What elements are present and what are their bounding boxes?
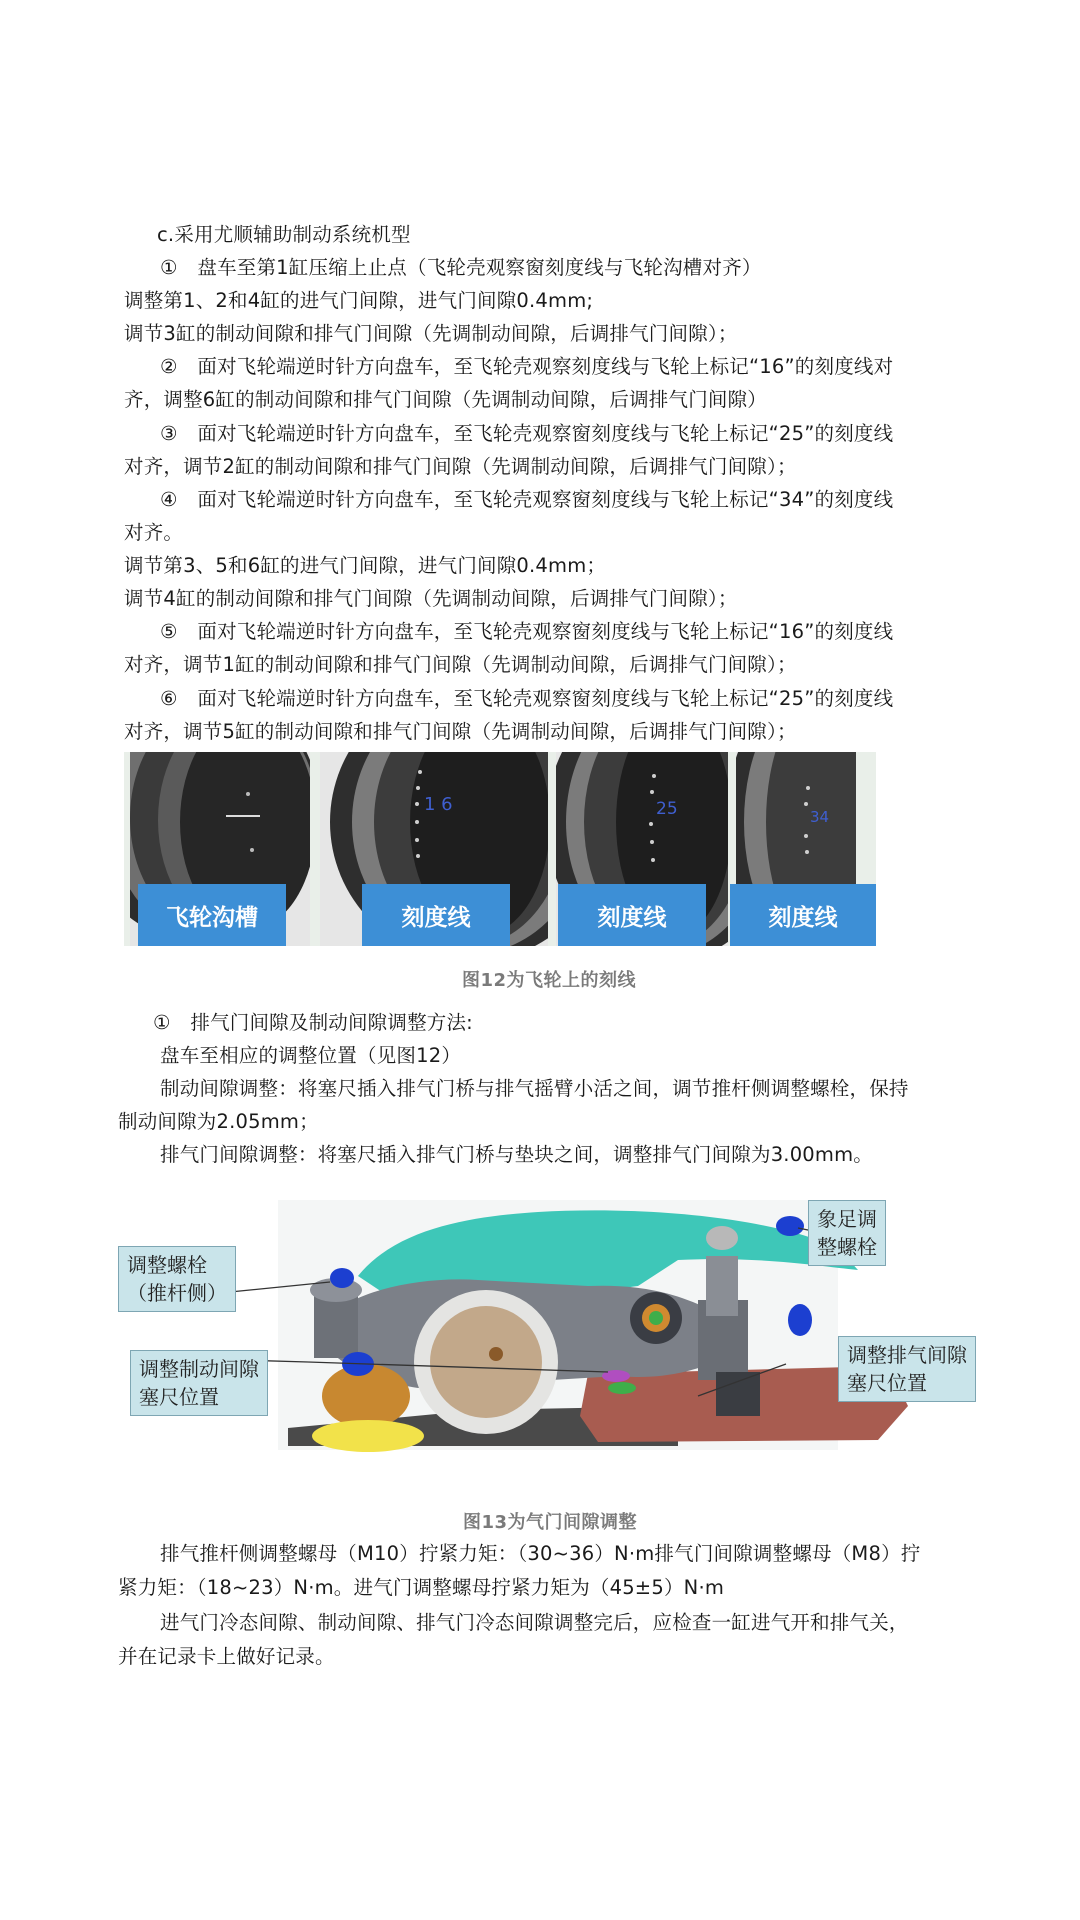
step-4-line-2: 对齐。 [124, 521, 184, 544]
tag-flywheel-groove: 飞轮沟槽 [138, 884, 286, 946]
step-4-line-4: 调节4缸的制动间隙和排气门间隙（先调制动间隙，后调排气门间隙）； [124, 587, 738, 610]
tag-scale-line-2: 刻度线 [558, 884, 706, 946]
step-1-line-3: 调节3缸的制动间隙和排气门间隙（先调制动间隙，后调排气门间隙）； [124, 322, 738, 345]
callout-foot-bolt-line-1: 象足调 [817, 1207, 877, 1231]
method-p2-line-1: 制动间隙调整：将塞尺插入排气门桥与排气摇臂小活之间，调节推杆侧调整螺栓，保持 [160, 1077, 909, 1100]
step-1-line-2: 调整第1、2和4缸的进气门间隙，进气门间隙0.4mm; [124, 289, 594, 312]
torque-line-1: 排气推杆侧调整螺母（M10）拧紧力矩：（30~36）N·m排气门间隙调整螺母（M8）拧 [160, 1542, 921, 1565]
step-3-line-1: ③ 面对飞轮端逆时针方向盘车，至飞轮壳观察窗刻度线与飞轮上标记“25”的刻度线 [160, 422, 894, 445]
step-6-line-1: ⑥ 面对飞轮端逆时针方向盘车，至飞轮壳观察窗刻度线与飞轮上标记“25”的刻度线 [160, 687, 894, 710]
step-5-line-2: 对齐，调节1缸的制动间隙和排气门间隙（先调制动间隙，后调排气门间隙）； [124, 653, 797, 676]
step-4-line-1: ④ 面对飞轮端逆时针方向盘车，至飞轮壳观察窗刻度线与飞轮上标记“34”的刻度线 [160, 488, 894, 511]
callout-exhaust-gauge-line-1: 调整排气间隙 [847, 1343, 967, 1367]
callout-brake-gauge [130, 1350, 268, 1416]
callout-adjust-bolt-line-1: 调整螺栓 [127, 1253, 207, 1277]
step-5-line-1: ⑤ 面对飞轮端逆时针方向盘车，至飞轮壳观察窗刻度线与飞轮上标记“16”的刻度线 [160, 620, 894, 643]
tag-scale-line-3: 刻度线 [730, 884, 876, 946]
method-p3: 排气门间隙调整：将塞尺插入排气门桥与垫块之间，调整排气门间隙为3.00mm。 [160, 1143, 874, 1166]
callout-adjust-bolt [118, 1246, 236, 1312]
callout-foot-bolt [808, 1200, 886, 1266]
figure-12-caption: 图12为飞轮上的刻线 [462, 970, 637, 991]
method-p1: 盘车至相应的调整位置（见图12） [160, 1044, 462, 1067]
step-2-line-1: ② 面对飞轮端逆时针方向盘车，至飞轮壳观察刻度线与飞轮上标记“16”的刻度线对 [160, 355, 894, 378]
final-check-line-1: 进气门冷态间隙、制动间隙、排气门冷态间隙调整完后，应检查一缸进气开和排气关， [160, 1611, 909, 1634]
tag-scale-line-1: 刻度线 [362, 884, 510, 946]
callout-adjust-bolt-line-2: （推杆侧） [127, 1281, 227, 1305]
flywheel-mark-34: 34 [810, 808, 830, 826]
step-3-line-2: 对齐，调节2缸的制动间隙和排气门间隙（先调制动间隙，后调排气门间隙）； [124, 455, 797, 478]
callout-exhaust-gauge-line-2: 塞尺位置 [847, 1371, 927, 1395]
flywheel-mark-25: 25 [656, 799, 678, 819]
method-title: ① 排气门间隙及制动间隙调整方法: [153, 1011, 473, 1034]
valve-clearance-figure [118, 1196, 998, 1458]
section-title: c.采用尤顺辅助制动系统机型 [157, 223, 411, 246]
callout-brake-gauge-line-1: 调整制动间隙 [139, 1357, 259, 1381]
callout-brake-gauge-line-2: 塞尺位置 [139, 1385, 219, 1409]
flywheel-marks-figure [124, 752, 876, 946]
callout-exhaust-gauge [838, 1336, 976, 1402]
step-2-line-2: 齐，调整6缸的制动间隙和排气门间隙（先调制动间隙，后调排气门间隙） [124, 388, 768, 411]
flywheel-mark-16: 1 6 [424, 794, 453, 815]
torque-line-2: 紧力矩：（18~23）N·m。进气门调整螺母拧紧力矩为（45±5）N·m [118, 1576, 725, 1599]
final-check-line-2: 并在记录卡上做好记录。 [118, 1645, 335, 1668]
callout-foot-bolt-line-2: 整螺栓 [817, 1235, 877, 1259]
method-p2-line-2: 制动间隙为2.05mm； [118, 1110, 319, 1133]
step-1-line-1: ① 盘车至第1缸压缩上止点（飞轮壳观察窗刻度线与飞轮沟槽对齐） [160, 256, 762, 279]
step-4-line-3: 调节第3、5和6缸的进气门间隙，进气门间隙0.4mm； [124, 554, 607, 577]
figure-13-caption: 图13为气门间隙调整 [463, 1512, 638, 1533]
step-6-line-2: 对齐，调节5缸的制动间隙和排气门间隙（先调制动间隙，后调排气门间隙）； [124, 720, 797, 743]
